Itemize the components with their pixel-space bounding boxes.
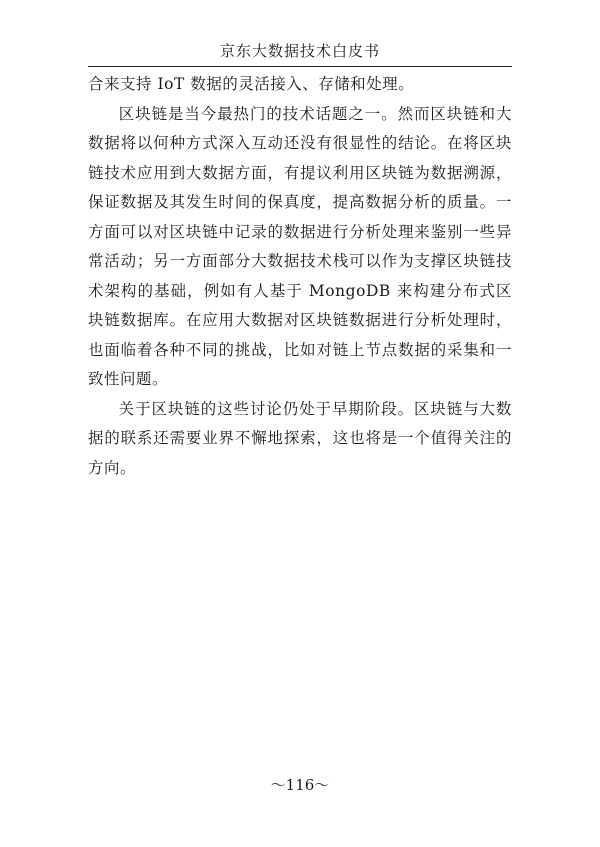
- paragraph-blockchain-outlook: 关于区块链的这些讨论仍处于早期阶段。区块链与大数据的联系还需要业界不懈地探索，这也将是一个值得关注的方向。: [88, 399, 512, 477]
- paragraph-blockchain-overview: 区块链是当今最热门的技术话题之一。然而区块链和大数据将以何种方式深入互动还没有很显性的结论。在将区块链技术应用到大数据方面，有提议利用区块链为数据溯源，保证数据及其发生时间的保真度，提高数据分析的质量。一方面可以对区块链中记录的数据进行分析处理来鉴别一些异常活动；另一方面部分大数据技术栈可以作为支撑区块链技术架构的基础，例如有人基于 MongoDB 来构建分布式区块链数据库。在应用大数据对区块链数据进行分析处理时，也面临着各种不同的挑战，比如对链上节点数据的采集和一致性问题。: [88, 104, 512, 388]
- paragraph-continuation: 合来支持 IoT 数据的灵活接入、存储和处理。: [88, 75, 415, 93]
- running-header: [88, 38, 512, 67]
- book-title: 京东大数据技术白皮书: [219, 42, 380, 60]
- body-text: [88, 70, 512, 483]
- page-number: ～116～: [270, 776, 330, 794]
